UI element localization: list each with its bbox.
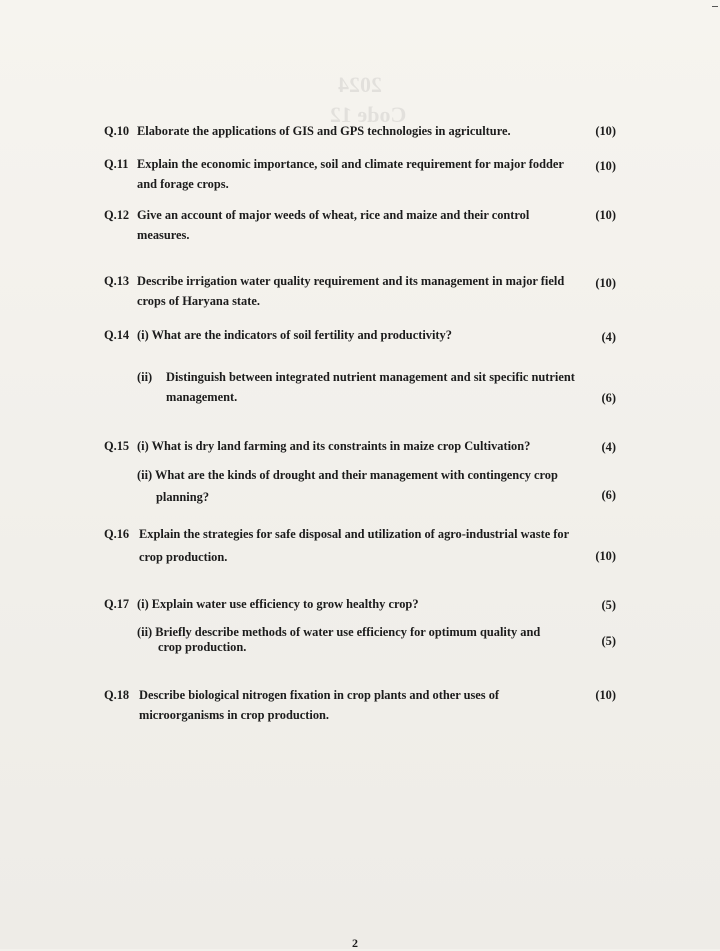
question-16: [104, 524, 616, 568]
question-part-2-line-1: (ii) What are the kinds of drought and their management with contingency crop: [137, 468, 558, 482]
question-part-2-line-2: planning?: [156, 490, 210, 504]
page-number: 2: [352, 936, 358, 950]
question-number: Q.12: [104, 208, 130, 222]
question-15: [104, 436, 616, 506]
question-text: Elaborate the applications of GIS and GPS technologies in agriculture.: [137, 124, 511, 138]
question-marks: (6): [601, 391, 616, 405]
question-number: Q.17: [104, 597, 130, 611]
question-marks: (10): [595, 159, 616, 173]
question-number: Q.14: [104, 328, 130, 342]
question-line-1: Describe biological nitrogen fixation in crop plants and other uses of: [139, 688, 500, 702]
question-number: Q.13: [104, 274, 130, 288]
bleed-through: Code 12: [330, 102, 407, 127]
question-12: [104, 205, 616, 245]
question-part-1: (i) Explain water use efficiency to grow healthy crop?: [137, 597, 419, 611]
question-part-2-label: (ii): [137, 370, 153, 384]
question-part-2-line-2: crop production.: [158, 640, 247, 654]
question-part-2-line-2: management.: [166, 390, 238, 404]
question-part-2-line-1: Distinguish between integrated nutrient management and sit specific nutrient: [166, 370, 575, 384]
question-marks: (4): [601, 330, 616, 344]
question-part-1: (i) What is dry land farming and its constraints in maize crop Cultivation?: [137, 439, 531, 453]
question-line-2: microorganisms in crop production.: [139, 708, 330, 722]
question-13: [104, 271, 616, 311]
question-marks: (6): [601, 488, 616, 502]
question-number: Q.16: [104, 527, 130, 541]
question-number: Q.15: [104, 439, 130, 453]
question-18: [104, 685, 616, 725]
question-text: Give an account of major weeds of wheat, rice and maize and their control measures.: [137, 208, 530, 242]
question-marks: (4): [601, 440, 616, 454]
question-10: [104, 121, 616, 141]
question-part-2-line-1: (ii) Briefly describe methods of water use efficiency for optimum quality and: [137, 625, 541, 639]
question-marks: (10): [595, 208, 616, 222]
question-text: Explain the economic importance, soil and climate requirement for major fodder and forage crops.: [137, 157, 564, 191]
question-marks: (5): [601, 598, 616, 612]
question-marks: (10): [595, 276, 616, 290]
question-marks: (10): [595, 124, 616, 138]
question-number: Q.10: [104, 124, 130, 138]
question-line-1: Explain the strategies for safe disposal and utilization of agro-industrial waste for: [139, 527, 570, 541]
question-line-2: crop production.: [139, 550, 228, 564]
question-11: [104, 154, 616, 194]
question-number: Q.11: [104, 157, 129, 171]
scan-edge-mark: [712, 6, 718, 7]
question-marks: (10): [595, 549, 616, 563]
question-text: Describe irrigation water quality requirement and its management in major field crops of Haryana state.: [137, 274, 565, 308]
bleed-through: 2024: [338, 72, 382, 97]
question-14: [104, 325, 616, 405]
question-marks: (10): [595, 688, 616, 702]
question-number: Q.18: [104, 688, 130, 702]
question-marks: (5): [601, 634, 616, 648]
question-part-1: (i) What are the indicators of soil fertility and productivity?: [137, 328, 452, 342]
question-17: [104, 594, 616, 658]
